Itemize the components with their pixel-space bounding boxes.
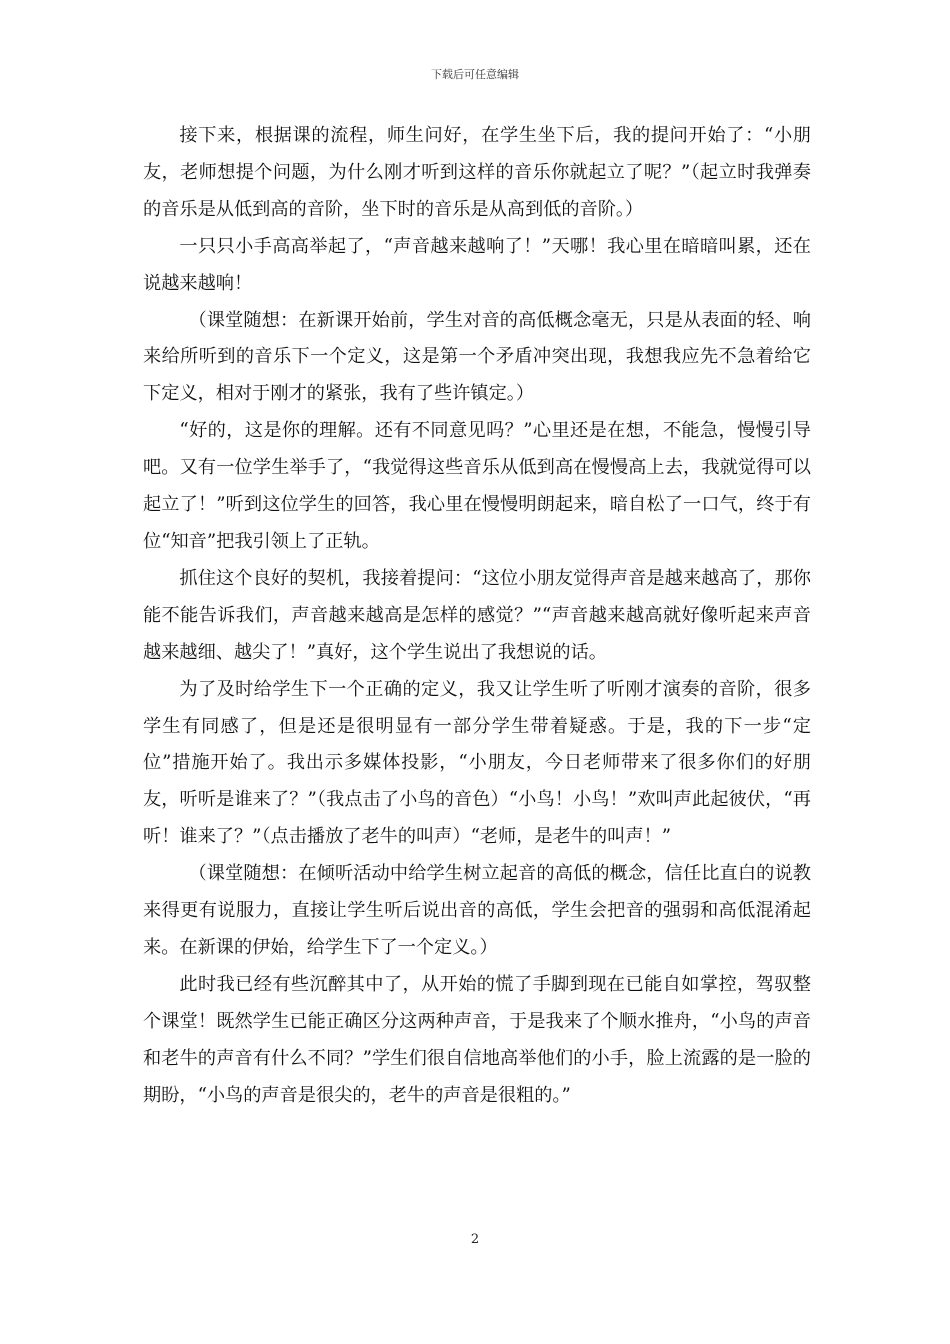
page-header: 下载后可任意编辑 (431, 68, 519, 81)
document-body (143, 118, 811, 1114)
paragraph-2: 一只只小手高高举起了，“声音越来越响了！”天哪！我心里在暗暗叫累，还在说越来越响！ (143, 235, 811, 294)
paragraph-8: 此时我已经有些沉醉其中了，从开始的慌了手脚到现在已能自如掌控，驾驭整个课堂！既然学生已能正确区分这两种声音，于是我来了个顺水推舟，“小鸟的声音和老牛的声音有什么不同？”学生们很自信地高举他们的小手，脸上流露的是一脸的期盼，“小鸟的声音是很尖的，老牛的声音是很粗的。” (143, 973, 811, 1106)
paragraph-4: “好的，这是你的理解。还有不同意见吗？”心里还是在想，不能急，慢慢引导吧。又有一位学生举手了，“我觉得这些音乐从低到高在慢慢高上去，我就觉得可以起立了！”听到这位学生的回答，我心里在慢慢明朗起来，暗自松了一口气，终于有位“知音”把我引领上了正轨。 (143, 420, 811, 552)
paragraph-7: （课堂随想：在倾听活动中给学生树立起音的高低的概念，信任比直白的说教来得更有说服力，直接让学生听后说出音的高低，学生会把音的强弱和高低混淆起来。在新课的伊始，给学生下了一个定义。） (143, 863, 811, 958)
paragraph-5: 抓住这个良好的契机，我接着提问：“这位小朋友觉得声音是越来越高了，那你能不能告诉我们，声音越来越高是怎样的感觉？”“声音越来越高就好像听起来声音越来越细、越尖了！”真好，这个学生说出了我想说的话。 (143, 567, 811, 663)
paragraph-1: 接下来，根据课的流程，师生问好，在学生坐下后，我的提问开始了：“小朋友，老师想提个问题，为什么刚才听到这样的音乐你就起立了呢？”（起立时我弹奏的音乐是从低到高的音阶，坐下时的音乐是从高到低的音阶。） (143, 125, 811, 220)
paragraph-3: （课堂随想：在新课开始前，学生对音的高低概念毫无，只是从表面的轻、响来给所听到的音乐下一个定义，这是第一个矛盾冲突出现，我想我应先不急着给它下定义，相对于刚才的紧张，我有了些许镇定。） (143, 309, 811, 405)
paragraph-6: 为了及时给学生下一个正确的定义，我又让学生听了听刚才演奏的音阶，很多学生有同感了，但是还是很明显有一部分学生带着疑惑。于是，我的下一步“定位”措施开始了。我出示多媒体投影，“小朋友，今日老师带来了很多你们的好朋友，听听是谁来了？”（我点击了小鸟的音色）“小鸟！小鸟！”欢叫声此起彼伏，“再听！谁来了？”（点击播放了老牛的叫声）“老师，是老牛的叫声！” (143, 678, 811, 848)
page-number: 2 (470, 1232, 480, 1247)
